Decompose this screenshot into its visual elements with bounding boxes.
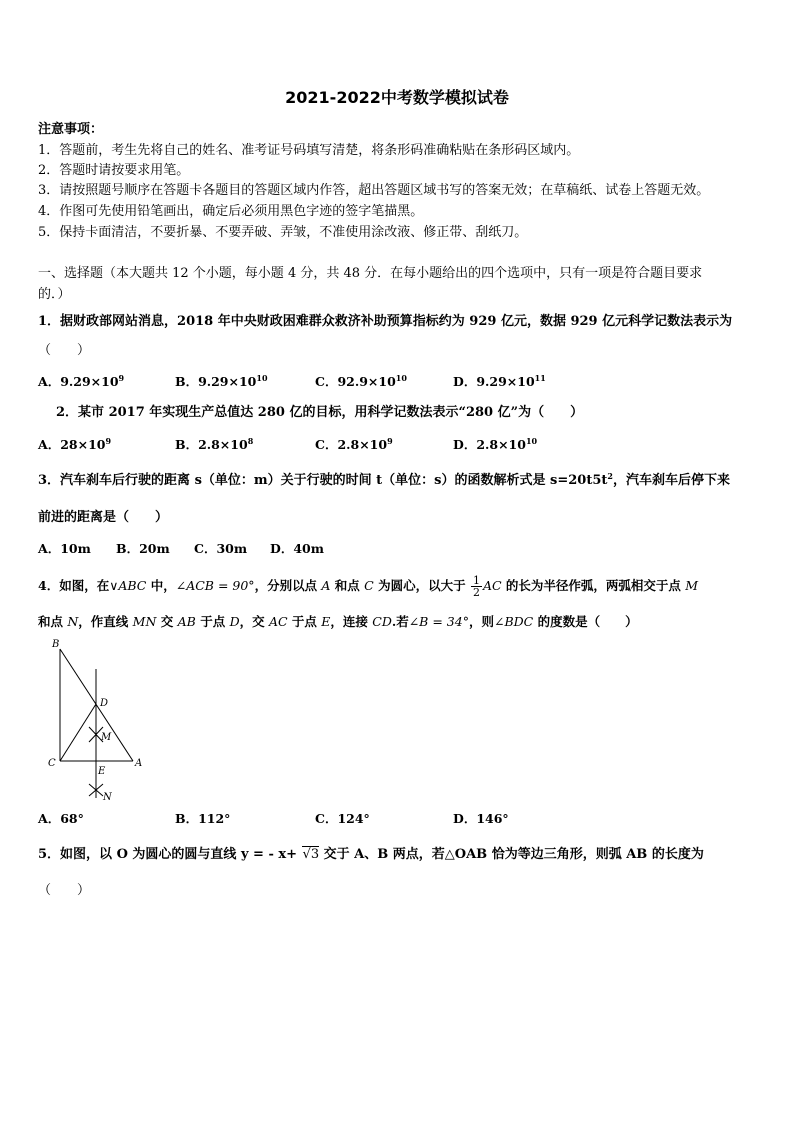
label-D: D	[100, 698, 109, 709]
section-heading-line1: 一、选择题（本大题共 12 个小题，每小题 4 分，共 48 分．在每小题给出的四个选项中，只有一项是符合题目要求	[38, 266, 703, 281]
q3-stem-line2: 前进的距离是（ ）	[38, 510, 169, 525]
q2-option-c[interactable]: C．$2.8\times 10^9$	[315, 436, 393, 452]
q4-option-a[interactable]: A．68°	[38, 811, 84, 826]
q4-option-d[interactable]: D．146°	[453, 811, 509, 826]
q2-stem: 2．某市 2017 年实现生产总值达 280 亿的目标，用科学记数法表示“280 亿”为（ ）	[56, 405, 584, 420]
q3-option-d[interactable]: D．40m	[270, 541, 324, 556]
q1-stem: 1．据财政部网站消息，2018 年中央财政困难群众救济补助预算指标约为 929 亿元，数据 929 亿元科学记数法表示为	[38, 314, 733, 329]
q1-option-b[interactable]: B．$9.29\times 10^{10}$	[175, 373, 268, 389]
q2-option-b[interactable]: B．$2.8\times 10^8$	[175, 436, 254, 452]
q2-option-d[interactable]: D．$2.8\times 10^{10}$	[453, 436, 538, 452]
q4-geometry-figure	[40, 636, 160, 806]
q4-stem: 4．如图，在∨ABC 中，∠ACB = 90°，分别以点 A 和点 C 为圆心，以大于 $\frac{1}{2}$ AC 的长为半径作弧，两弧相交于点 M	[38, 574, 699, 599]
q1-option-a[interactable]: A．$9.29\times 10^9$	[38, 373, 125, 389]
notice-heading: 注意事项：	[38, 122, 104, 137]
q4-option-b[interactable]: B．112°	[175, 811, 231, 826]
label-M: M	[101, 732, 112, 743]
page-title: 2021-2022中考数学模拟试卷	[285, 88, 509, 107]
label-E: E	[98, 766, 106, 777]
notice-item-2: 2．答题时请按要求用笔。	[38, 163, 190, 178]
label-B: B	[52, 639, 60, 650]
q1-option-c[interactable]: C．$92.9\times 10^{10}$	[315, 373, 407, 389]
label-N: N	[103, 792, 112, 803]
q1-option-d[interactable]: D．$9.29\times 10^{11}$	[453, 373, 546, 389]
notice-item-4: 4．作图可先使用铅笔画出，确定后必须用黑色字迹的签字笔描黑。	[38, 204, 424, 219]
q5-answer-paren: （ ）	[38, 883, 91, 898]
fraction-one-half: $\frac{1}{2}$	[472, 574, 480, 599]
notice-item-3: 3．请按照题号顺序在答题卡各题目的答题区域内作答，超出答题区域书写的答案无效；在草稿纸、试卷上答题无效。	[38, 183, 710, 198]
q5-stem: 5．如图，以 O 为圆心的圆与直线 y = - x+ √3 交于 A、B 两点，若△OAB 恰为等边三角形，则弧 AB 的长度为	[38, 847, 704, 862]
label-A: A	[135, 758, 143, 769]
label-C: C	[48, 758, 56, 769]
segment-CD	[60, 704, 96, 761]
q3-stem: 3．汽车刹车后行驶的距离 s（单位：m）关于行驶的时间 t（单位：s）的函数解析式是 $s=20t5t^2$，汽车刹车后停下来	[38, 471, 730, 488]
notice-item-5: 5．保持卡面清洁，不要折暴、不要弄破、弄皱，不准使用涂改液、修正带、刮纸刀。	[38, 225, 528, 240]
q4-stem-line2: 和点 N，作直线 MN 交 AB 于点 D，交 AC 于点 E，连接 CD.若∠B = 34°，则∠BDC 的度数是（ ）	[38, 614, 638, 629]
q4-option-c[interactable]: C．124°	[315, 811, 370, 826]
section-heading-line2: 的．）	[38, 287, 71, 302]
notice-item-1: 1．答题前，考生先将自己的姓名、准考证号码填写清楚，将条形码准确粘贴在条形码区域内。	[38, 143, 580, 158]
q2-option-a[interactable]: A．$28\times 10^9$	[38, 436, 112, 452]
q1-answer-paren: （ ）	[38, 343, 91, 358]
q3-option-c[interactable]: C．30m	[194, 541, 248, 556]
q3-option-b[interactable]: B．20m	[116, 541, 170, 556]
q3-option-a[interactable]: A．10m	[38, 541, 91, 556]
sqrt-expression: √3	[302, 847, 320, 862]
